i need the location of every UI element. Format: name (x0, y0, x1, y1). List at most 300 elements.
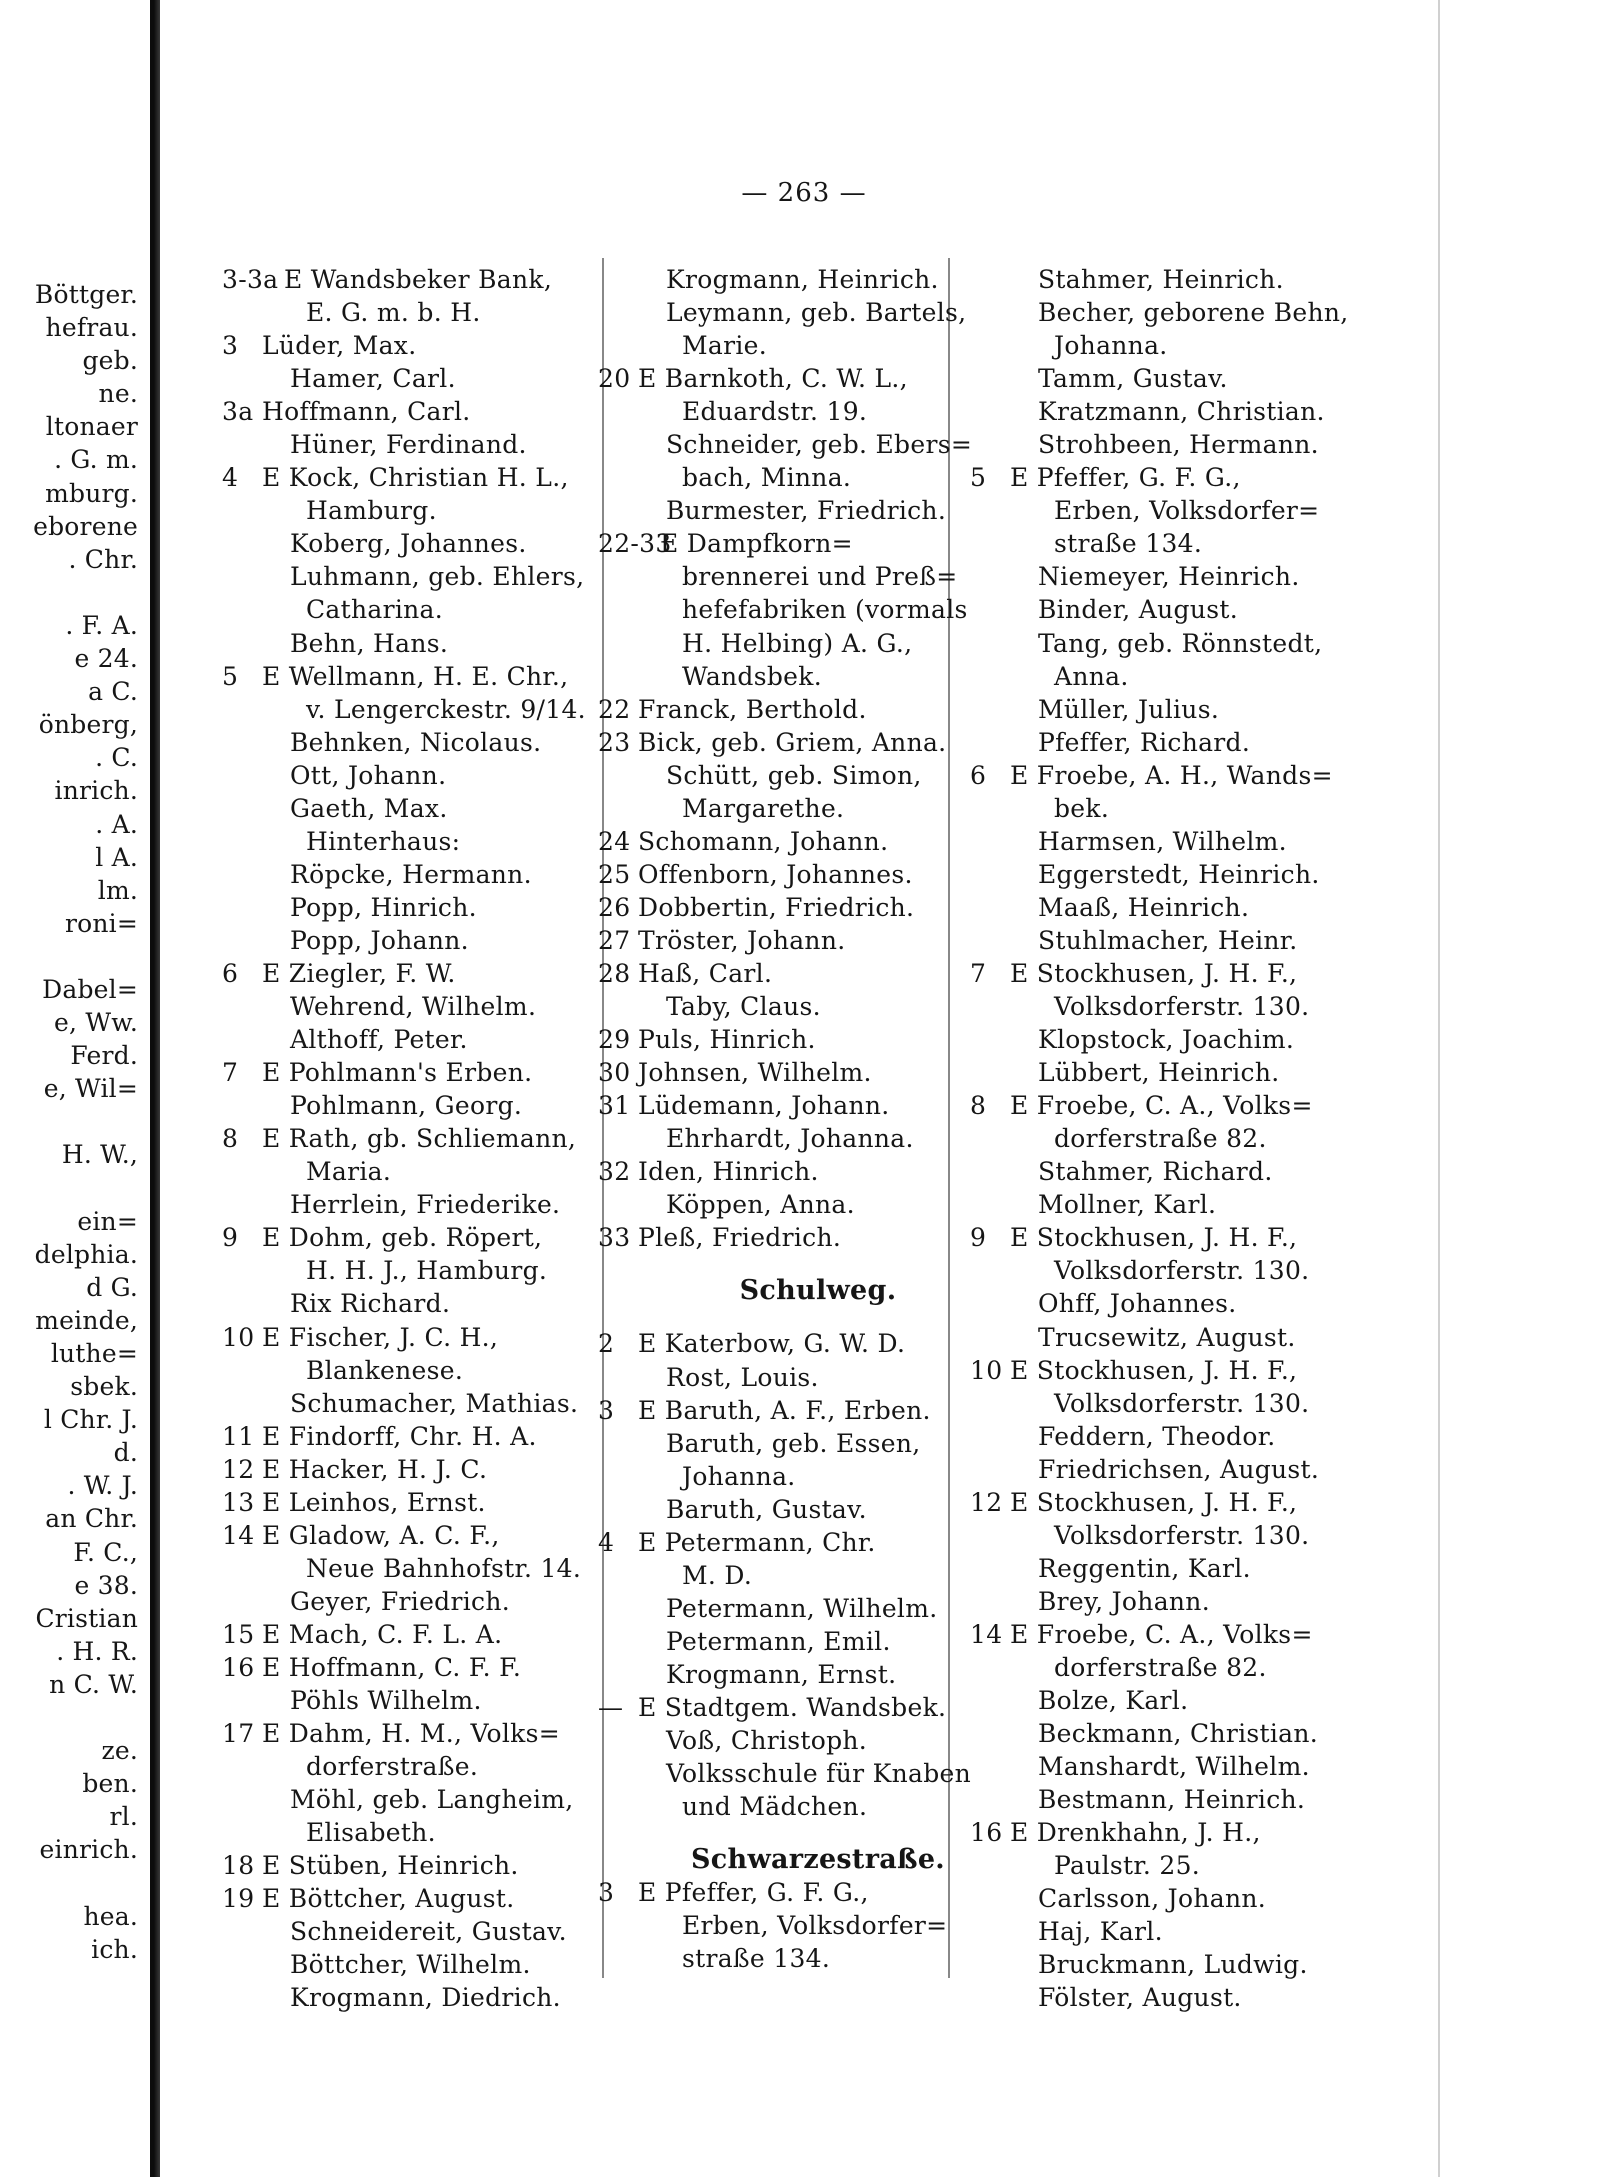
entry-text: E Pfeffer, G. F. G., (638, 1878, 869, 1908)
gutter-fragment: geb. (82, 346, 138, 376)
entry-text: Tang, geb. Rönnstedt, (1038, 628, 1323, 658)
gutter-fragment (33, 576, 138, 609)
house-entry (222, 1849, 652, 1882)
entry-continuation (222, 1155, 652, 1188)
house-number: 12 (222, 1454, 255, 1484)
entry-text: Offenborn, Johannes. (638, 859, 913, 889)
entry-text: Möhl, geb. Langheim, (290, 1785, 574, 1815)
resident-entry (222, 362, 652, 395)
gutter-fragment: inrich. (54, 776, 138, 806)
resident-entry (970, 1155, 1430, 1188)
gutter-fragment: . Chr. (68, 544, 138, 574)
house-entry (970, 1354, 1430, 1387)
entry-text: Eggerstedt, Heinrich. (1038, 859, 1320, 889)
resident-entry (222, 428, 652, 461)
entry-text: E Drenkhahn, J. H., (1010, 1818, 1261, 1848)
entry-text: Pleß, Friedrich. (638, 1223, 842, 1253)
house-number: 5 (970, 463, 987, 493)
house-number: 23 (598, 727, 631, 757)
house-number: 14 (222, 1520, 255, 1550)
entry-text: Krogmann, Ernst. (666, 1659, 897, 1689)
entry-text: Becher, geborene Behn, (1038, 298, 1349, 328)
entry-continuation (222, 1750, 652, 1783)
gutter-fragment: mburg. (45, 478, 138, 508)
entry-text: Pfeffer, Richard. (1038, 727, 1251, 757)
entry-text: Haß, Carl. (638, 958, 773, 988)
house-number: 6 (222, 958, 239, 988)
entry-text: Schomann, Johann. (638, 826, 889, 856)
entry-text: dorferstraße 82. (1054, 1652, 1267, 1682)
entry-text: Marie. (682, 331, 767, 361)
page-number: — 263 — (741, 178, 867, 208)
entry-text: E Böttcher, August. (262, 1884, 515, 1914)
entry-text: E Barnkoth, C. W. L., (638, 364, 908, 394)
entry-text: E Froebe, A. H., Wands= (1010, 760, 1333, 790)
entry-text: Manshardt, Wilhelm. (1038, 1752, 1310, 1782)
entry-text: E Dahm, H. M., Volks= (262, 1719, 561, 1749)
resident-entry (222, 1915, 652, 1948)
entry-text: Schumacher, Mathias. (290, 1388, 579, 1418)
entry-text: Stahmer, Richard. (1038, 1157, 1273, 1187)
entry-text: Mollner, Karl. (1038, 1190, 1217, 1220)
entry-text: H. H. J., Hamburg. (306, 1256, 548, 1286)
entry-text: brennerei und Preß= (682, 562, 958, 592)
entry-text: Geyer, Friedrich. (290, 1586, 510, 1616)
resident-entry (222, 858, 652, 891)
house-number: 3 (222, 331, 239, 361)
entry-text: Neue Bahnhofstr. 14. (306, 1553, 582, 1583)
house-entry (970, 957, 1430, 990)
resident-entry (970, 858, 1430, 891)
gutter-fragment: e, Wil= (43, 1074, 138, 1104)
gutter-fragment: Ferd. (70, 1041, 138, 1071)
house-number: 10 (222, 1322, 255, 1352)
house-entry (222, 395, 652, 428)
house-number: 31 (598, 1091, 631, 1121)
gutter-fragment: F. C., (73, 1537, 138, 1567)
house-number: 22 (598, 694, 631, 724)
house-number: 2 (598, 1329, 615, 1359)
entry-text: E Stockhusen, J. H. F., (1010, 1487, 1298, 1517)
resident-entry (970, 1056, 1430, 1089)
house-number: 3 (598, 1878, 615, 1908)
gutter-fragment: lm. (97, 875, 138, 905)
house-entry (222, 329, 652, 362)
entry-text: Pöhls Wilhelm. (290, 1686, 482, 1716)
gutter-fragment (33, 1172, 138, 1205)
resident-entry (970, 693, 1430, 726)
resident-entry (222, 1981, 652, 2014)
entry-continuation (970, 1519, 1430, 1552)
entry-text: Anna. (1054, 661, 1129, 691)
house-entry (970, 1486, 1430, 1519)
entry-text: Johnsen, Wilhelm. (638, 1058, 872, 1088)
entry-text: Rix Richard. (290, 1289, 451, 1319)
entry-continuation (222, 693, 652, 726)
entry-text: Wandsbek. (682, 661, 822, 691)
entry-text: Köppen, Anna. (666, 1190, 855, 1220)
gutter-fragment: n C. W. (49, 1669, 138, 1699)
house-number: 13 (222, 1487, 255, 1517)
resident-entry (222, 891, 652, 924)
entry-continuation (222, 593, 652, 626)
entry-text: Volksdorferstr. 130. (1054, 1388, 1310, 1418)
house-entry (970, 1089, 1430, 1122)
house-entry (222, 1651, 652, 1684)
entry-text: Burmester, Friedrich. (666, 496, 947, 526)
entry-text: Bick, geb. Griem, Anna. (638, 727, 947, 757)
entry-text: Luhmann, geb. Ehlers, (290, 562, 585, 592)
gutter-fragment: einrich. (39, 1835, 138, 1865)
gutter-fragment: Böttger. (34, 280, 138, 309)
entry-text: Blankenese. (306, 1355, 464, 1385)
entry-continuation (222, 825, 652, 858)
house-number: 20 (598, 364, 631, 394)
entry-text: E Stockhusen, J. H. F., (1010, 958, 1298, 988)
house-entry (970, 759, 1430, 792)
resident-entry (222, 1023, 652, 1056)
entry-text: E Hoffmann, C. F. F. (262, 1652, 522, 1682)
entry-text: Puls, Hinrich. (638, 1025, 816, 1055)
entry-text: Bestmann, Heinrich. (1038, 1785, 1306, 1815)
gutter-fragment: luthe= (50, 1339, 138, 1368)
entry-text: Maria. (306, 1157, 392, 1187)
entry-text: Hamer, Carl. (290, 364, 456, 394)
resident-entry (222, 1948, 652, 1981)
entry-text: Voß, Christoph. (666, 1726, 868, 1756)
entry-text: Hamburg. (306, 496, 437, 526)
entry-text: E Leinhos, Ernst. (262, 1487, 486, 1517)
entry-text: E. G. m. b. H. (306, 298, 481, 328)
resident-entry (970, 362, 1430, 395)
resident-entry (970, 1717, 1430, 1750)
gutter-fragment: eborene (33, 511, 138, 541)
entry-continuation (222, 1354, 652, 1387)
house-entry (970, 1618, 1430, 1651)
entry-continuation (970, 1254, 1430, 1287)
entry-continuation (970, 527, 1430, 560)
resident-entry (222, 1287, 652, 1320)
house-number: 10 (970, 1355, 1003, 1385)
house-number: 7 (970, 958, 987, 988)
resident-entry (222, 527, 652, 560)
entry-text: Friedrichsen, August. (1038, 1454, 1320, 1484)
gutter-fragment (33, 1105, 138, 1138)
entry-text: Röpcke, Hermann. (290, 859, 532, 889)
resident-entry (970, 726, 1430, 759)
resident-entry (970, 1287, 1430, 1320)
entry-text: E Stadtgem. Wandsbek. (638, 1692, 947, 1722)
entry-text: Maaß, Heinrich. (1038, 892, 1250, 922)
entry-text: Popp, Johann. (290, 925, 469, 955)
house-number: 8 (970, 1091, 987, 1121)
gutter-fragment: ltonaer (45, 412, 138, 442)
entry-text: Volksschule für Knaben (666, 1759, 971, 1789)
resident-entry (970, 1750, 1430, 1783)
resident-entry (222, 1684, 652, 1717)
house-number: 3-3a (222, 265, 279, 294)
gutter-fragment: l A. (95, 842, 138, 872)
entry-text: dorferstraße. (306, 1752, 479, 1782)
entry-text: Johanna. (1054, 331, 1168, 361)
directory-column-3 (970, 263, 1430, 2014)
entry-text: Böttcher, Wilhelm. (290, 1950, 531, 1980)
entry-text: E Dampfkorn= (660, 529, 853, 559)
gutter-fragment: rl. (109, 1802, 138, 1832)
gutter-fragment: H. W., (61, 1140, 138, 1170)
entry-text: Fölster, August. (1038, 1983, 1242, 2013)
house-number: 12 (970, 1487, 1003, 1517)
resident-entry (222, 924, 652, 957)
resident-entry (222, 1188, 652, 1221)
gutter-fragment: ein= (77, 1206, 138, 1236)
house-number: 11 (222, 1421, 255, 1451)
entry-text: Reggentin, Karl. (1038, 1553, 1251, 1583)
gutter-fragment: roni= (64, 908, 138, 938)
entry-text: Baruth, Gustav. (666, 1494, 867, 1524)
entry-text: Rost, Louis. (666, 1362, 819, 1392)
entry-text: Petermann, Emil. (666, 1626, 891, 1656)
entry-text: Lübbert, Heinrich. (1038, 1058, 1280, 1088)
house-entry (970, 1221, 1430, 1254)
entry-text: Ohff, Johannes. (1038, 1289, 1237, 1319)
house-entry (222, 957, 652, 990)
gutter-fragment: d. (113, 1438, 138, 1468)
entry-text: Wehrend, Wilhelm. (290, 992, 537, 1022)
resident-entry (970, 1023, 1430, 1056)
entry-text: Schneidereit, Gustav. (290, 1917, 567, 1947)
entry-text: Krogmann, Diedrich. (290, 1983, 561, 2013)
house-number: 7 (222, 1058, 239, 1088)
house-entry (222, 660, 652, 693)
resident-entry (222, 627, 652, 660)
entry-text: hefefabriken (vormals (682, 595, 968, 625)
entry-continuation (970, 1651, 1430, 1684)
entry-text: Bruckmann, Ludwig. (1038, 1950, 1308, 1980)
gutter-fragment (33, 1701, 138, 1734)
entry-text: E Stockhusen, J. H. F., (1010, 1223, 1298, 1253)
entry-text: Elisabeth. (306, 1818, 436, 1848)
resident-entry (970, 1882, 1430, 1915)
entry-text: Ott, Johann. (290, 760, 447, 790)
resident-entry (970, 1948, 1430, 1981)
resident-entry (970, 1585, 1430, 1618)
house-entry (222, 1221, 652, 1254)
entry-text: Feddern, Theodor. (1038, 1421, 1276, 1451)
gutter-fragment: önberg, (38, 710, 138, 740)
resident-entry (970, 263, 1430, 296)
entry-text: Lüdemann, Johann. (638, 1091, 890, 1121)
house-number: 3 (598, 1395, 615, 1425)
resident-entry (222, 990, 652, 1023)
entry-text: E Froebe, C. A., Volks= (1010, 1091, 1313, 1121)
entry-continuation (222, 296, 652, 329)
resident-entry (222, 792, 652, 825)
entry-continuation (970, 1387, 1430, 1420)
entry-text: und Mädchen. (682, 1792, 868, 1822)
resident-entry (970, 296, 1430, 329)
house-entry (222, 1420, 652, 1453)
entry-text: Volksdorferstr. 130. (1054, 992, 1310, 1022)
house-number: 5 (222, 661, 239, 691)
entry-text: E Petermann, Chr. (638, 1527, 876, 1557)
entry-text: Iden, Hinrich. (638, 1157, 819, 1187)
gutter-fragment: e 38. (74, 1570, 138, 1600)
entry-text: Herrlein, Friederike. (290, 1190, 561, 1220)
gutter-fragment: e 24. (74, 644, 138, 674)
entry-text: E Froebe, C. A., Volks= (1010, 1619, 1313, 1649)
entry-text: Pohlmann, Georg. (290, 1091, 523, 1121)
entry-continuation (222, 494, 652, 527)
entry-text: Behnken, Nicolaus. (290, 727, 542, 757)
entry-continuation (970, 1122, 1430, 1155)
entry-text: Stuhlmacher, Heinr. (1038, 925, 1298, 955)
entry-text: Binder, August. (1038, 595, 1238, 625)
house-number: 4 (222, 463, 239, 493)
entry-text: Beckmann, Christian. (1038, 1719, 1319, 1749)
entry-text: Dobbertin, Friedrich. (638, 892, 915, 922)
gutter-fragment: . H. R. (56, 1636, 138, 1666)
entry-text: E Rath, gb. Schliemann, (262, 1124, 577, 1154)
entry-text: E Katerbow, G. W. D. (638, 1329, 906, 1359)
house-number: 15 (222, 1619, 255, 1649)
entry-text: Ehrhardt, Johanna. (666, 1124, 914, 1154)
resident-entry (970, 395, 1430, 428)
resident-entry (970, 1321, 1430, 1354)
resident-entry (970, 1981, 1430, 2014)
resident-entry (970, 924, 1430, 957)
entry-text: Erben, Volksdorfer= (1054, 496, 1320, 526)
gutter-fragment: e, Ww. (54, 1008, 138, 1038)
entry-text: E Baruth, A. F., Erben. (638, 1395, 931, 1425)
gutter-fragment: Dabel= (42, 974, 138, 1004)
entry-text: Niemeyer, Heinrich. (1038, 562, 1300, 592)
gutter-fragment: hea. (83, 1901, 138, 1931)
entry-continuation (970, 494, 1430, 527)
entry-text: E Wellmann, H. E. Chr., (262, 661, 569, 691)
directory-column-1 (222, 263, 652, 2014)
house-number: 24 (598, 826, 631, 856)
entry-text: E Hacker, H. J. C. (262, 1454, 488, 1484)
entry-text: Gaeth, Max. (290, 793, 448, 823)
gutter-fragment: ne. (98, 379, 138, 409)
entry-text: Popp, Hinrich. (290, 892, 477, 922)
house-entry (222, 263, 652, 296)
resident-entry (970, 825, 1430, 858)
house-entry (222, 1717, 652, 1750)
entry-text: Leymann, geb. Bartels, (666, 298, 967, 328)
entry-text: Krogmann, Heinrich. (666, 265, 939, 294)
entry-text: E Stüben, Heinrich. (262, 1851, 519, 1881)
resident-entry (222, 726, 652, 759)
entry-text: Franck, Berthold. (638, 694, 867, 724)
gutter-fragment: . W. J. (67, 1471, 138, 1501)
entry-text: Hoffmann, Carl. (262, 397, 471, 427)
resident-entry (970, 1915, 1430, 1948)
entry-text: Bolze, Karl. (1038, 1686, 1189, 1716)
entry-text: Volksdorferstr. 130. (1054, 1256, 1310, 1286)
house-number: 6 (970, 760, 987, 790)
entry-text: E Findorff, Chr. H. A. (262, 1421, 537, 1451)
house-entry (970, 461, 1430, 494)
house-number: 8 (222, 1124, 239, 1154)
house-number: 17 (222, 1719, 255, 1749)
house-entry (222, 1882, 652, 1915)
house-number: 33 (598, 1223, 631, 1253)
entry-text: Schneider, geb. Ebers= (666, 430, 973, 460)
house-number: 16 (970, 1818, 1003, 1848)
entry-text: E Kock, Christian H. L., (262, 463, 569, 493)
resident-entry (970, 1188, 1430, 1221)
resident-entry (970, 627, 1430, 660)
entry-text: bach, Minna. (682, 463, 852, 493)
house-number: 14 (970, 1619, 1003, 1649)
house-number: 32 (598, 1157, 631, 1187)
resident-entry (970, 1684, 1430, 1717)
house-entry (222, 1122, 652, 1155)
entry-text: Eduardstr. 19. (682, 397, 868, 427)
gutter-fragment: a C. (88, 677, 138, 707)
entry-text: Paulstr. 25. (1054, 1851, 1201, 1881)
gutter-fragment: hefrau. (45, 313, 138, 343)
entry-text: Behn, Hans. (290, 628, 449, 658)
entry-continuation (222, 1552, 652, 1585)
entry-text: Petermann, Wilhelm. (666, 1593, 938, 1623)
entry-text: Koberg, Johannes. (290, 529, 527, 559)
gutter-fragment: . A. (95, 809, 138, 839)
house-number: 27 (598, 925, 631, 955)
house-number: 4 (598, 1527, 615, 1557)
entry-text: E Mach, C. F. L. A. (262, 1619, 503, 1649)
house-number: 29 (598, 1025, 631, 1055)
house-number: 18 (222, 1851, 255, 1881)
gutter-fragment: d G. (86, 1272, 138, 1302)
entry-continuation (222, 1254, 652, 1287)
entry-text: Hinterhaus: (306, 826, 461, 856)
gutter-fragment: . C. (95, 743, 138, 773)
house-number: 30 (598, 1058, 631, 1088)
resident-entry (222, 1783, 652, 1816)
house-number: 16 (222, 1652, 255, 1682)
gutter-fragment: . G. m. (54, 445, 138, 475)
gutter-fragment: Cristian (35, 1603, 138, 1633)
entry-continuation (970, 660, 1430, 693)
house-entry (222, 461, 652, 494)
entry-text: Stahmer, Heinrich. (1038, 265, 1284, 294)
street-name: Schulweg. (739, 1275, 897, 1307)
entry-text: Strohbeen, Hermann. (1038, 430, 1319, 460)
gutter-fragment (33, 1867, 138, 1900)
resident-entry (222, 1387, 652, 1420)
entry-text: v. Lengerckestr. 9/14. (306, 694, 586, 724)
entry-text: E Dohm, geb. Röpert, (262, 1223, 543, 1253)
entry-continuation (970, 990, 1430, 1023)
entry-text: Haj, Karl. (1038, 1917, 1163, 1947)
previous-page-fragments (33, 278, 138, 1966)
house-number: 25 (598, 859, 631, 889)
house-entry (222, 1453, 652, 1486)
resident-entry (222, 759, 652, 792)
entry-continuation (970, 792, 1430, 825)
entry-text: M. D. (682, 1560, 753, 1590)
house-number: 19 (222, 1884, 255, 1914)
resident-entry (970, 428, 1430, 461)
resident-entry (970, 891, 1430, 924)
entry-text: Carlsson, Johann. (1038, 1884, 1267, 1914)
resident-entry (222, 1089, 652, 1122)
resident-entry (222, 1585, 652, 1618)
house-entry (222, 1519, 652, 1552)
